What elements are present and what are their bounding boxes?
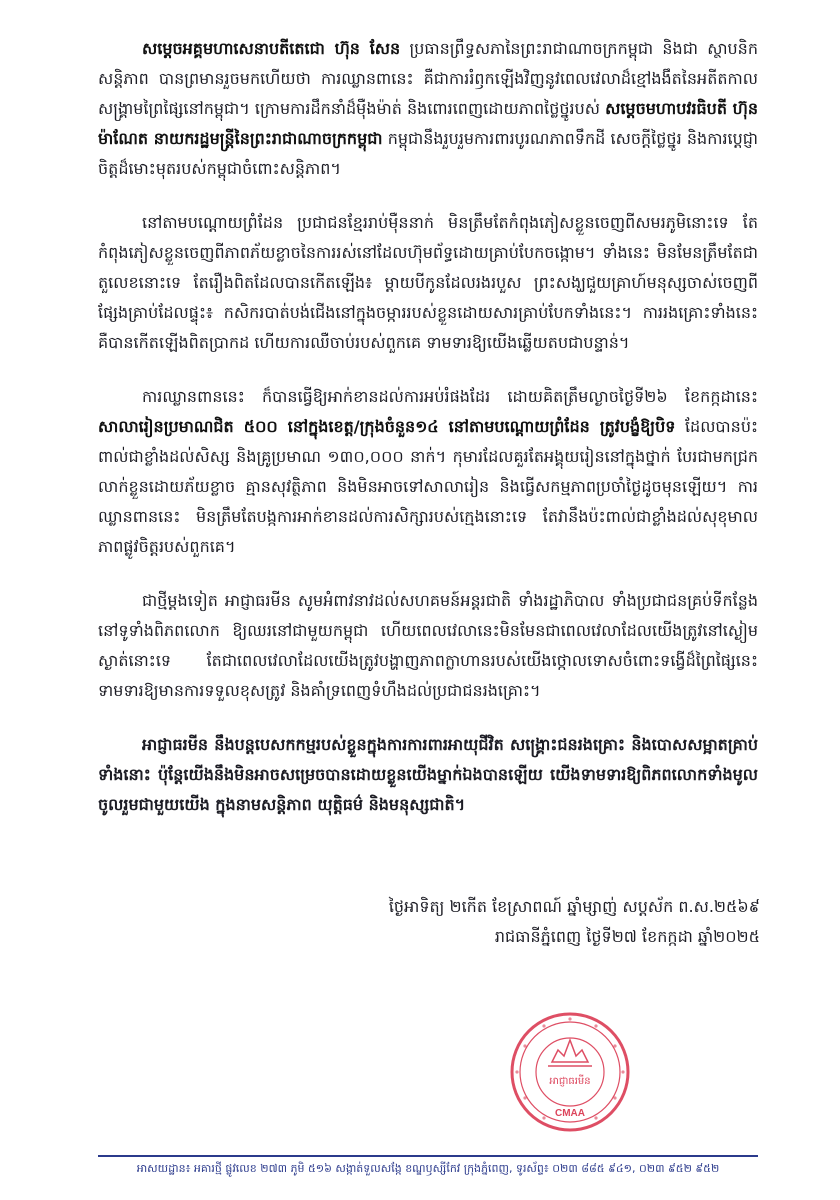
paragraph-3 [98,382,758,562]
place-date: រាជធានីភ្នំពេញ ថ្ងៃទី២៧ ខែកក្កដា ឆ្នាំ២០២៥ [494,927,760,946]
paragraph-5: អាជ្ញាធរមីន នឹងបន្តបេសកកម្មរបស់ខ្លួនក្នុងការការពារអាយុជីវិត សង្គ្រោះជនរងគ្រោះ និងបោសសម្អាតគ្រាប់ទាំងនោះ ប៉ុន្តែយើងនឹងមិនអាចសម្រេចបានដោយខ្លួនយើងម្នាក់ឯងបានឡើយ យើងទាមទារឱ្យពិភពលោកទាំងមូល ចូលរួមជាមួយយើង ក្នុងនាមសន្តិភាព យុត្តិធម៌ និងមនុស្សជាតិ។ [98,735,758,814]
paragraph-2: នៅតាមបណ្ដោយព្រំដែន ប្រជាជនខ្មែររាប់ម៉ឺននាក់ មិនត្រឹមតែកំពុងភៀសខ្លួនចេញពីសមរភូមិនោះទេ តែកំពុងភៀសខ្លួនចេញពីភាពភ័យខ្លាចនៃការរស់នៅដែលហ៊ុមព័ទ្ធដោយគ្រាប់បែកចង្កោម។ ទាំងនេះ មិនមែនត្រឹមតែជាតួលេខនោះទេ តែរឿងពិតដែលបានកើតឡើង៖ ម្ដាយបីកូនដែលរងរបួស ព្រះសង្ឃជួយគ្រាហ៍មនុស្សចាស់ចេញពីផ្សែងគ្រាប់ដែលផ្ទុះ៖ កសិករបាត់បង់ជើងនៅក្នុងចម្ការរបស់ខ្លួនដោយសារគ្រាប់បែកទាំងនេះ។ ការរងគ្រោះទាំងនេះ គឺបានកើតឡើងពិតប្រាកដ ហើយការឈឺចាប់របស់ពួកគេ ទាមទារឱ្យយើងឆ្លើយតបជាបន្ទាន់។ [98,213,758,352]
paragraph-3-text-2: ដែលបានប៉ះពាល់ជាខ្លាំងដល់សិស្ស និងគ្រូប្រមាណ ១៣០,០០០ នាក់។ កុមារដែលគួរតែអង្គុយរៀននៅក្នុងថ្នាក់ បែរជាមកជ្រកលាក់ខ្លួនដោយភ័យខ្លាច គ្មានសុវត្ថិភាព និងមិនអាចទៅសាលារៀន និងធ្វើសកម្មភាពប្រចាំថ្ងៃដូចមុនឡើយ។ ការឈ្លានពាននេះ មិនត្រឹមតែបង្កការអាក់ខានដល់ការសិក្សារបស់ក្មេងនោះទេ តែវានឹងប៉ះពាល់ជាខ្លាំងដល់សុខុមាលភាពផ្លូវចិត្តរបស់ពួកគេ។ [98,417,759,556]
cmaa-seal-stamp [508,1010,632,1134]
paragraph-3-bold-mid: សាលារៀនប្រមាណជិត ៥០០ នៅក្នុងខេត្ត/ក្រុងចំនួន១៤ នៅតាមបណ្តោយព្រំដែន ត្រូវបង្ខំឱ្យបិទ [98,417,676,436]
footer-divider [98,1155,758,1157]
signature-block [280,892,760,952]
footer-address: អាសយដ្ឋាន៖ អគារថ្មី ផ្លូវលេខ ២៧៣ ភូមិ ៥១៦ សង្កាត់ទួលសង្កែ ខណ្ឌឫស្សីកែវ ក្រុងភ្នំពេញ, ទូរស័ព្ទ៖ ០២៣ ៨៨៥ ៩៤១, ០២៣ ៩៥២ ៩៥២ [136,1162,720,1175]
paragraph-1 [98,34,758,184]
paragraph-1-text-1: ប្រធានព្រឹទ្ធសភានៃព្រះរាជាណាចក្រកម្ពុជា និងជា ស្ថាបនិកសន្តិភាព បានព្រមានរួចមកហើយថា ការឈ្លានពានេះ គឺជាការរំឭកឡើងវិញនូវពេលវេលាដ៏ខ្មៅងងឹតនៃអតីតកាលសង្គ្រាមព្រៃផ្សៃនៅកម្ពុជា។ ក្រោមការដឹកនាំដ៏ម៉ឺងម៉ាត់ និងពោរពេញដោយភាពថ្លៃថ្នូរបស់ [98,39,758,118]
paragraph-1-bold-mid: សម្ដេចមហាបវរធិបតី ហ៊ុន ម៉ាណែត នាយករដ្ឋមន្ត្រីនៃព្រះរាជាណាចក្រកម្ពុជា [98,99,758,148]
svg-text:អាជ្ញាធរមីន: អាជ្ញាធរមីន [549,1076,591,1087]
paragraph-3-text-1: ការឈ្លានពាននេះ ក៏បានធ្វើឱ្យអាក់ខានដល់ការអប់រំផងដែរ ដោយគិតត្រឹមល្ងាចថ្ងៃទី២៦ ខែកក្កដានេះ [142,387,758,406]
paragraph-1-text-2: កម្ពុជានឹងរួបរួមការពារបូរណភាពទឹកដី សេចក្តីថ្លៃថ្នូរ និងការប្តេជ្ញាចិត្តដ៏មោះមុតរបស់កម្ពុជាចំពោះសន្តិភាព។ [98,129,758,178]
lunar-date: ថ្ងៃអាទិត្យ ២កើត ខែស្រាពណ៍ ឆ្នាំម្សាញ់ សប្តស័ក ព.ស.២៥៦៩ [388,897,760,916]
letter-body [98,34,758,844]
paragraph-1-bold-lead: សម្ដេចអគ្គមហាសេនាបតីតេជោ ហ៊ុន សែន [142,39,401,58]
paragraph-4: ជាថ្មីម្តងទៀត អាជ្ញាធរមីន សូមអំពាវនាវដល់សហគមន៍អន្តរជាតិ ទាំងរដ្ឋាភិបាល ទាំងប្រជាជនគ្រប់ទីកន្លែងនៅទូទាំងពិភពលោក ឱ្យឈរនៅជាមួយកម្ពុជា ហើយពេលវេលានេះមិនមែនជាពេលវេលាដែលយើងត្រូវនៅស្ងៀមស្ងាត់នោះទេ តែជាពេលវេលាដែលយើងត្រូវបង្ហាញភាពក្លាហានរបស់យើងថ្កោលទោសចំពោះទង្វើដ៏ព្រៃផ្សៃនេះ ទាមទារឱ្យមានការទទួលខុសត្រូវ និងគាំទ្រពេញទំហឹងដល់ប្រជាជនរងគ្រោះ។ [98,591,758,700]
svg-text:CMAA: CMAA [555,1108,585,1119]
